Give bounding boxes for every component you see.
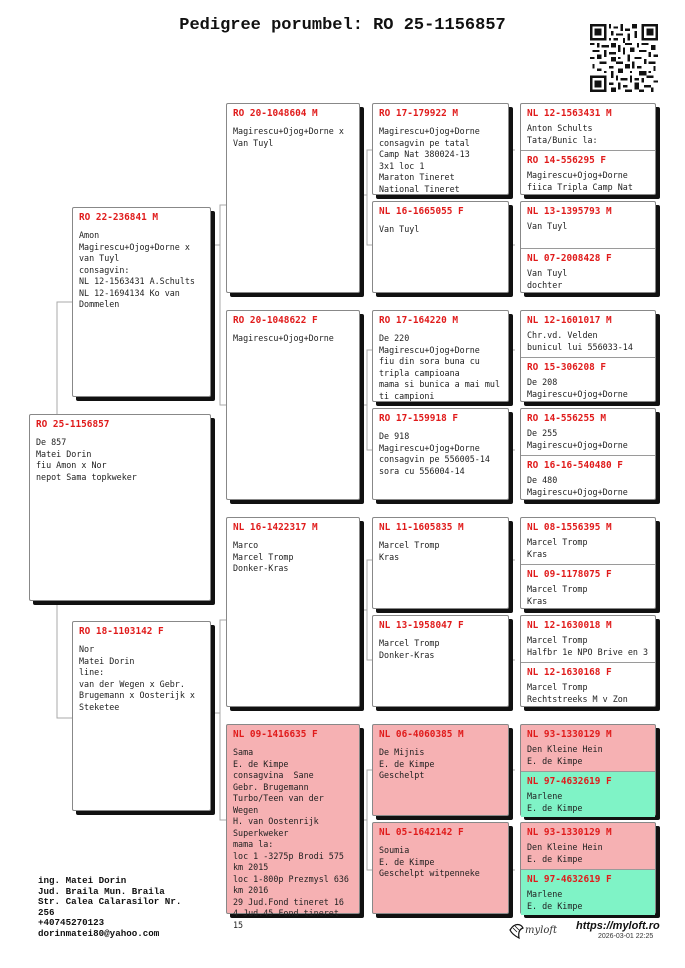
- ring-number: NL 09-1178075 F: [527, 569, 612, 580]
- great-grandparents-card[interactable]: [520, 615, 656, 707]
- ring-number: NL 06-4060385 M: [379, 729, 464, 740]
- ring-number: NL 13-1958047 F: [379, 620, 464, 631]
- pigeon-info: Chr.vd. Velden bunicul lui 556033-14: [527, 330, 633, 352]
- sire-card[interactable]: [72, 207, 211, 397]
- pigeon-info: De Mijnis E. de Kimpe Geschelpt: [379, 747, 435, 780]
- ring-number: NL 12-1630168 F: [527, 667, 612, 678]
- ring-number: NL 13-1395793 M: [527, 206, 612, 217]
- subject-card[interactable]: [29, 414, 211, 601]
- ring-number: NL 09-1416635 F: [233, 729, 318, 740]
- pigeon-info: Marcel Tromp Donker-Kras: [379, 638, 440, 660]
- pigeon-info: De 480 Magirescu+Ojog+Dorne: [527, 475, 628, 497]
- logo-text: myloft: [525, 925, 558, 936]
- ring-number: RO 17-164220 M: [379, 315, 459, 326]
- ring-number: RO 22-236841 M: [79, 212, 159, 223]
- ring-number: RO 15-306208 F: [527, 362, 607, 373]
- ancestor-card[interactable]: [372, 103, 509, 195]
- ring-number: RO 20-1048604 M: [233, 108, 318, 119]
- great-grandparents-card[interactable]: [520, 724, 656, 816]
- pigeon-info: Nor Matei Dorin line: van der Wegen x Gebr. Brugemann x Oosterijk x Steketee: [79, 644, 195, 712]
- ring-number: RO 17-159918 F: [379, 413, 459, 424]
- pigeon-info: Marlene E. de Kimpe: [527, 889, 583, 911]
- grandparent-card[interactable]: [226, 517, 360, 707]
- website-link[interactable]: https://myloft.ro: [576, 920, 660, 932]
- ring-number: NL 16-1422317 M: [233, 522, 318, 533]
- pigeon-info: De 220 Magirescu+Ojog+Dorne fiu din sora buna cu tripla campioana mama si bunica a mai mul ti campioni: [379, 333, 501, 401]
- ancestor-card[interactable]: [372, 408, 509, 500]
- pigeon-info: Marco Marcel Tromp Donker-Kras: [233, 540, 294, 573]
- pigeon-info: De 208 Magirescu+Ojog+Dorne: [527, 377, 628, 399]
- dam-card[interactable]: [72, 621, 211, 811]
- pigeon-info: Den Kleine Hein E. de Kimpe: [527, 842, 603, 864]
- great-grandparents-card[interactable]: [520, 517, 656, 609]
- grandparent-card[interactable]: [226, 103, 360, 293]
- great-grandparents-card[interactable]: [520, 310, 656, 402]
- grandparent-card[interactable]: [226, 310, 360, 500]
- ring-number: NL 11-1605835 M: [379, 522, 464, 533]
- ring-number: NL 12-1601017 M: [527, 315, 612, 326]
- pigeon-info: Magirescu+Ojog+Dorne fiica Tripla Camp Nat: [527, 170, 633, 192]
- pigeon-info: Marcel Tromp Rechtstreeks M v Zon: [527, 682, 628, 704]
- bird-icon: [507, 918, 567, 942]
- pigeon-info: Den Kleine Hein E. de Kimpe: [527, 744, 603, 766]
- pigeon-info: De 857 Matei Dorin fiu Amon x Nor nepot Sama topkweker: [36, 437, 137, 482]
- pigeon-info: Van Tuyl: [527, 221, 568, 231]
- pigeon-info: Marcel Tromp Kras: [527, 584, 588, 606]
- pigeon-info: Sama E. de Kimpe consagvina Sane Gebr. Brugemann Turbo/Teen van der Wegen H. van Oostenrijk Superkweker mama la: loc 1 -3275p Brodi 575 km 2015 loc 1-800p Prezmysl 636 km 2016 29 Jud.Fond tineret 16 4 Jud.45 Fond tineret 15: [233, 747, 349, 930]
- page-title: Pedigree porumbel: RO 25-1156857: [179, 16, 506, 35]
- ring-number: NL 12-1630018 M: [527, 620, 612, 631]
- ring-number: NL 97-4632619 F: [527, 874, 612, 885]
- ring-number: RO 14-556255 M: [527, 413, 607, 424]
- owner-contact: ing. Matei Dorin Jud. Braila Mun. Braila Str. Calea Calarasilor Nr. 256 +40745270123 dorinmatei80@yahoo.com: [38, 875, 182, 939]
- ring-number: NL 93-1330129 M: [527, 729, 612, 740]
- ancestor-card[interactable]: [372, 201, 509, 293]
- great-grandparents-card[interactable]: [520, 408, 656, 500]
- ring-number: NL 93-1330129 M: [527, 827, 612, 838]
- ancestor-card[interactable]: [372, 615, 509, 707]
- ancestor-card[interactable]: [372, 724, 509, 816]
- ring-number: RO 17-179922 M: [379, 108, 459, 119]
- pigeon-info: Soumia E. de Kimpe Geschelpt witpenneke: [379, 845, 480, 878]
- ring-number: NL 97-4632619 F: [527, 776, 612, 787]
- pigeon-info: De 255 Magirescu+Ojog+Dorne: [527, 428, 628, 450]
- great-grandparents-card[interactable]: [520, 103, 656, 195]
- ring-number: RO 14-556295 F: [527, 155, 607, 166]
- print-date: 2026-03-01 22:25: [598, 933, 654, 940]
- ancestor-card[interactable]: [372, 517, 509, 609]
- great-grandparents-card[interactable]: [520, 201, 656, 293]
- ring-number: RO 18-1103142 F: [79, 626, 164, 637]
- ring-number: NL 16-1665055 F: [379, 206, 464, 217]
- pigeon-info: Magirescu+Ojog+Dorne consagvin pe tatal Camp Nat 380024-13 3x1 loc 1 Maraton Tineret National Tineret: [379, 126, 480, 194]
- pigeon-info: De 918 Magirescu+Ojog+Dorne consagvin pe 556005-14 sora cu 556004-14: [379, 431, 490, 476]
- ring-number: RO 16-16-540480 F: [527, 460, 623, 471]
- ring-number: NL 08-1556395 M: [527, 522, 612, 533]
- ring-number: RO 25-1156857: [36, 419, 110, 430]
- pigeon-info: Anton Schults Tata/Bunic la:: [527, 123, 598, 145]
- pigeon-info: Magirescu+Ojog+Dorne x Van Tuyl: [233, 126, 344, 148]
- great-grandparents-card[interactable]: [520, 822, 656, 914]
- pigeon-info: Marcel Tromp Kras: [527, 537, 588, 559]
- ancestor-card[interactable]: [372, 310, 509, 402]
- pigeon-info: Amon Magirescu+Ojog+Dorne x van Tuyl consagvin: NL 12-1563431 A.Schults NL 12-1694134 Ko van Dommelen: [79, 230, 195, 309]
- pigeon-info: Marcel Tromp Kras: [379, 540, 440, 562]
- pigeon-info: Magirescu+Ojog+Dorne: [233, 333, 334, 343]
- ring-number: RO 20-1048622 F: [233, 315, 318, 326]
- pigeon-info: Van Tuyl dochter: [527, 268, 568, 290]
- ring-number: NL 07-2008428 F: [527, 253, 612, 264]
- ancestor-card[interactable]: [372, 822, 509, 914]
- ring-number: NL 12-1563431 M: [527, 108, 612, 119]
- pigeon-info: Van Tuyl: [379, 224, 420, 234]
- pigeon-info: Marcel Tromp Halfbr 1e NPO Brive en 3: [527, 635, 649, 657]
- ring-number: NL 05-1642142 F: [379, 827, 464, 838]
- pigeon-info: Marlene E. de Kimpe: [527, 791, 583, 813]
- myloft-logo: [507, 918, 567, 942]
- grandparent-card[interactable]: [226, 724, 360, 930]
